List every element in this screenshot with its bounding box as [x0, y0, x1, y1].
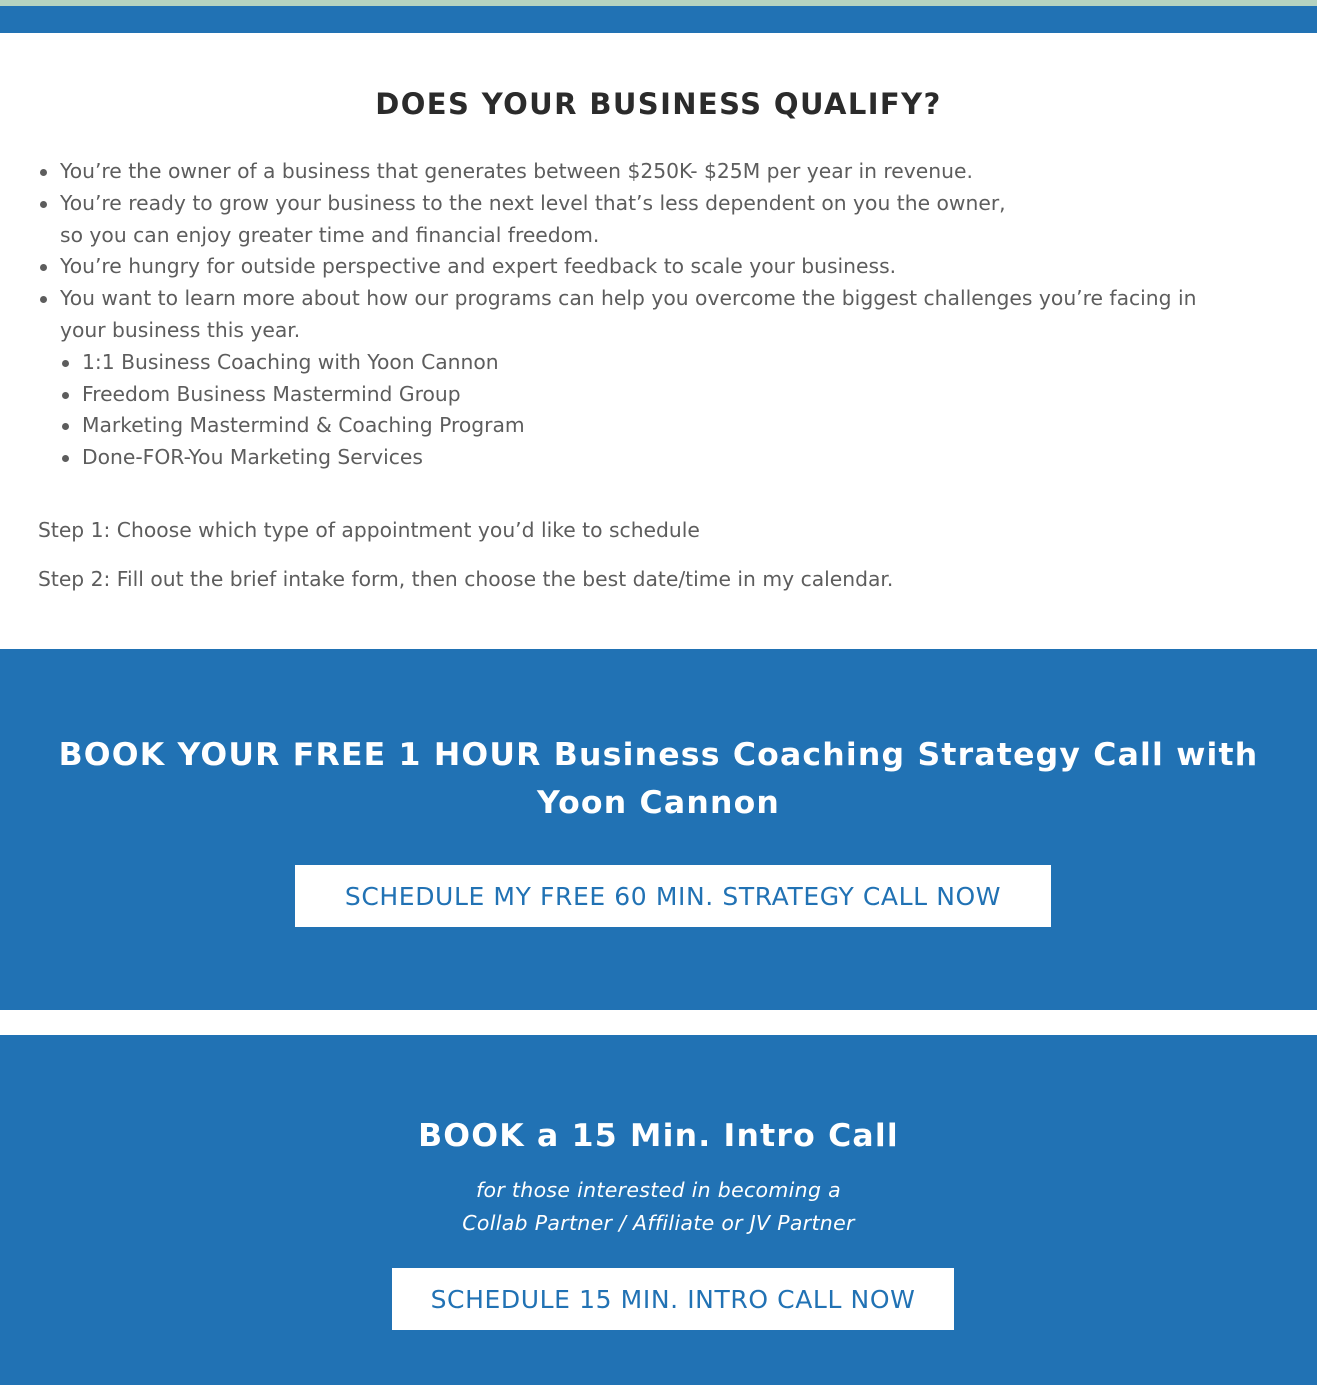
bullet-perspective: You’re hungry for outside perspective and expert feedback to scale your business. [38, 251, 1308, 283]
header-bar [0, 6, 1317, 33]
schedule-strategy-call-button[interactable]: SCHEDULE MY FREE 60 MIN. STRATEGY CALL NOW [295, 865, 1051, 927]
intro-call-heading: BOOK a 15 Min. Intro Call [418, 1118, 899, 1154]
strategy-call-section [0, 649, 1317, 1010]
bullet-grow: You’re ready to grow your business to the next level that’s less dependent on you the owner, so you can enjoy greater time and financial freedom. [38, 188, 1308, 252]
step-2-text: Step 2: Fill out the brief intake form, then choose the best date/time in my calendar. [38, 567, 894, 591]
program-item: Freedom Business Mastermind Group [60, 379, 1308, 411]
program-item: Marketing Mastermind & Coaching Program [60, 410, 1308, 442]
program-item: Done-FOR-You Marketing Services [60, 442, 1308, 474]
section-divider [0, 1010, 1317, 1035]
qualify-title: DOES YOUR BUSINESS QUALIFY? [375, 87, 942, 121]
bullet-revenue: You’re the owner of a business that generates between $250K- $25M per year in revenue. [38, 156, 1308, 188]
intro-call-section [0, 1035, 1317, 1385]
qualify-bullet-list [38, 156, 1308, 474]
intro-call-subtitle-line-2: Collab Partner / Affiliate or JV Partner [462, 1211, 855, 1235]
step-1-text: Step 1: Choose which type of appointment you’d like to schedule [38, 518, 700, 542]
intro-call-subtitle-line-1: for those interested in becoming a [476, 1178, 841, 1202]
schedule-intro-call-button[interactable]: SCHEDULE 15 MIN. INTRO CALL NOW [392, 1268, 954, 1330]
strategy-call-heading: BOOK YOUR FREE 1 HOUR Business Coaching Strategy Call with Yoon Cannon [58, 737, 1259, 821]
program-list [60, 347, 1308, 474]
bullet-programs: You want to learn more about how our programs can help you overcome the biggest challenges you’re facing in your business this year. 1:1 Business Coaching with Yoon Cannon Freedom Business Mastermind Group Marketing Mastermind & Coaching Program Done-FOR-You Marketing Services [38, 283, 1308, 474]
program-item: 1:1 Business Coaching with Yoon Cannon [60, 347, 1308, 379]
